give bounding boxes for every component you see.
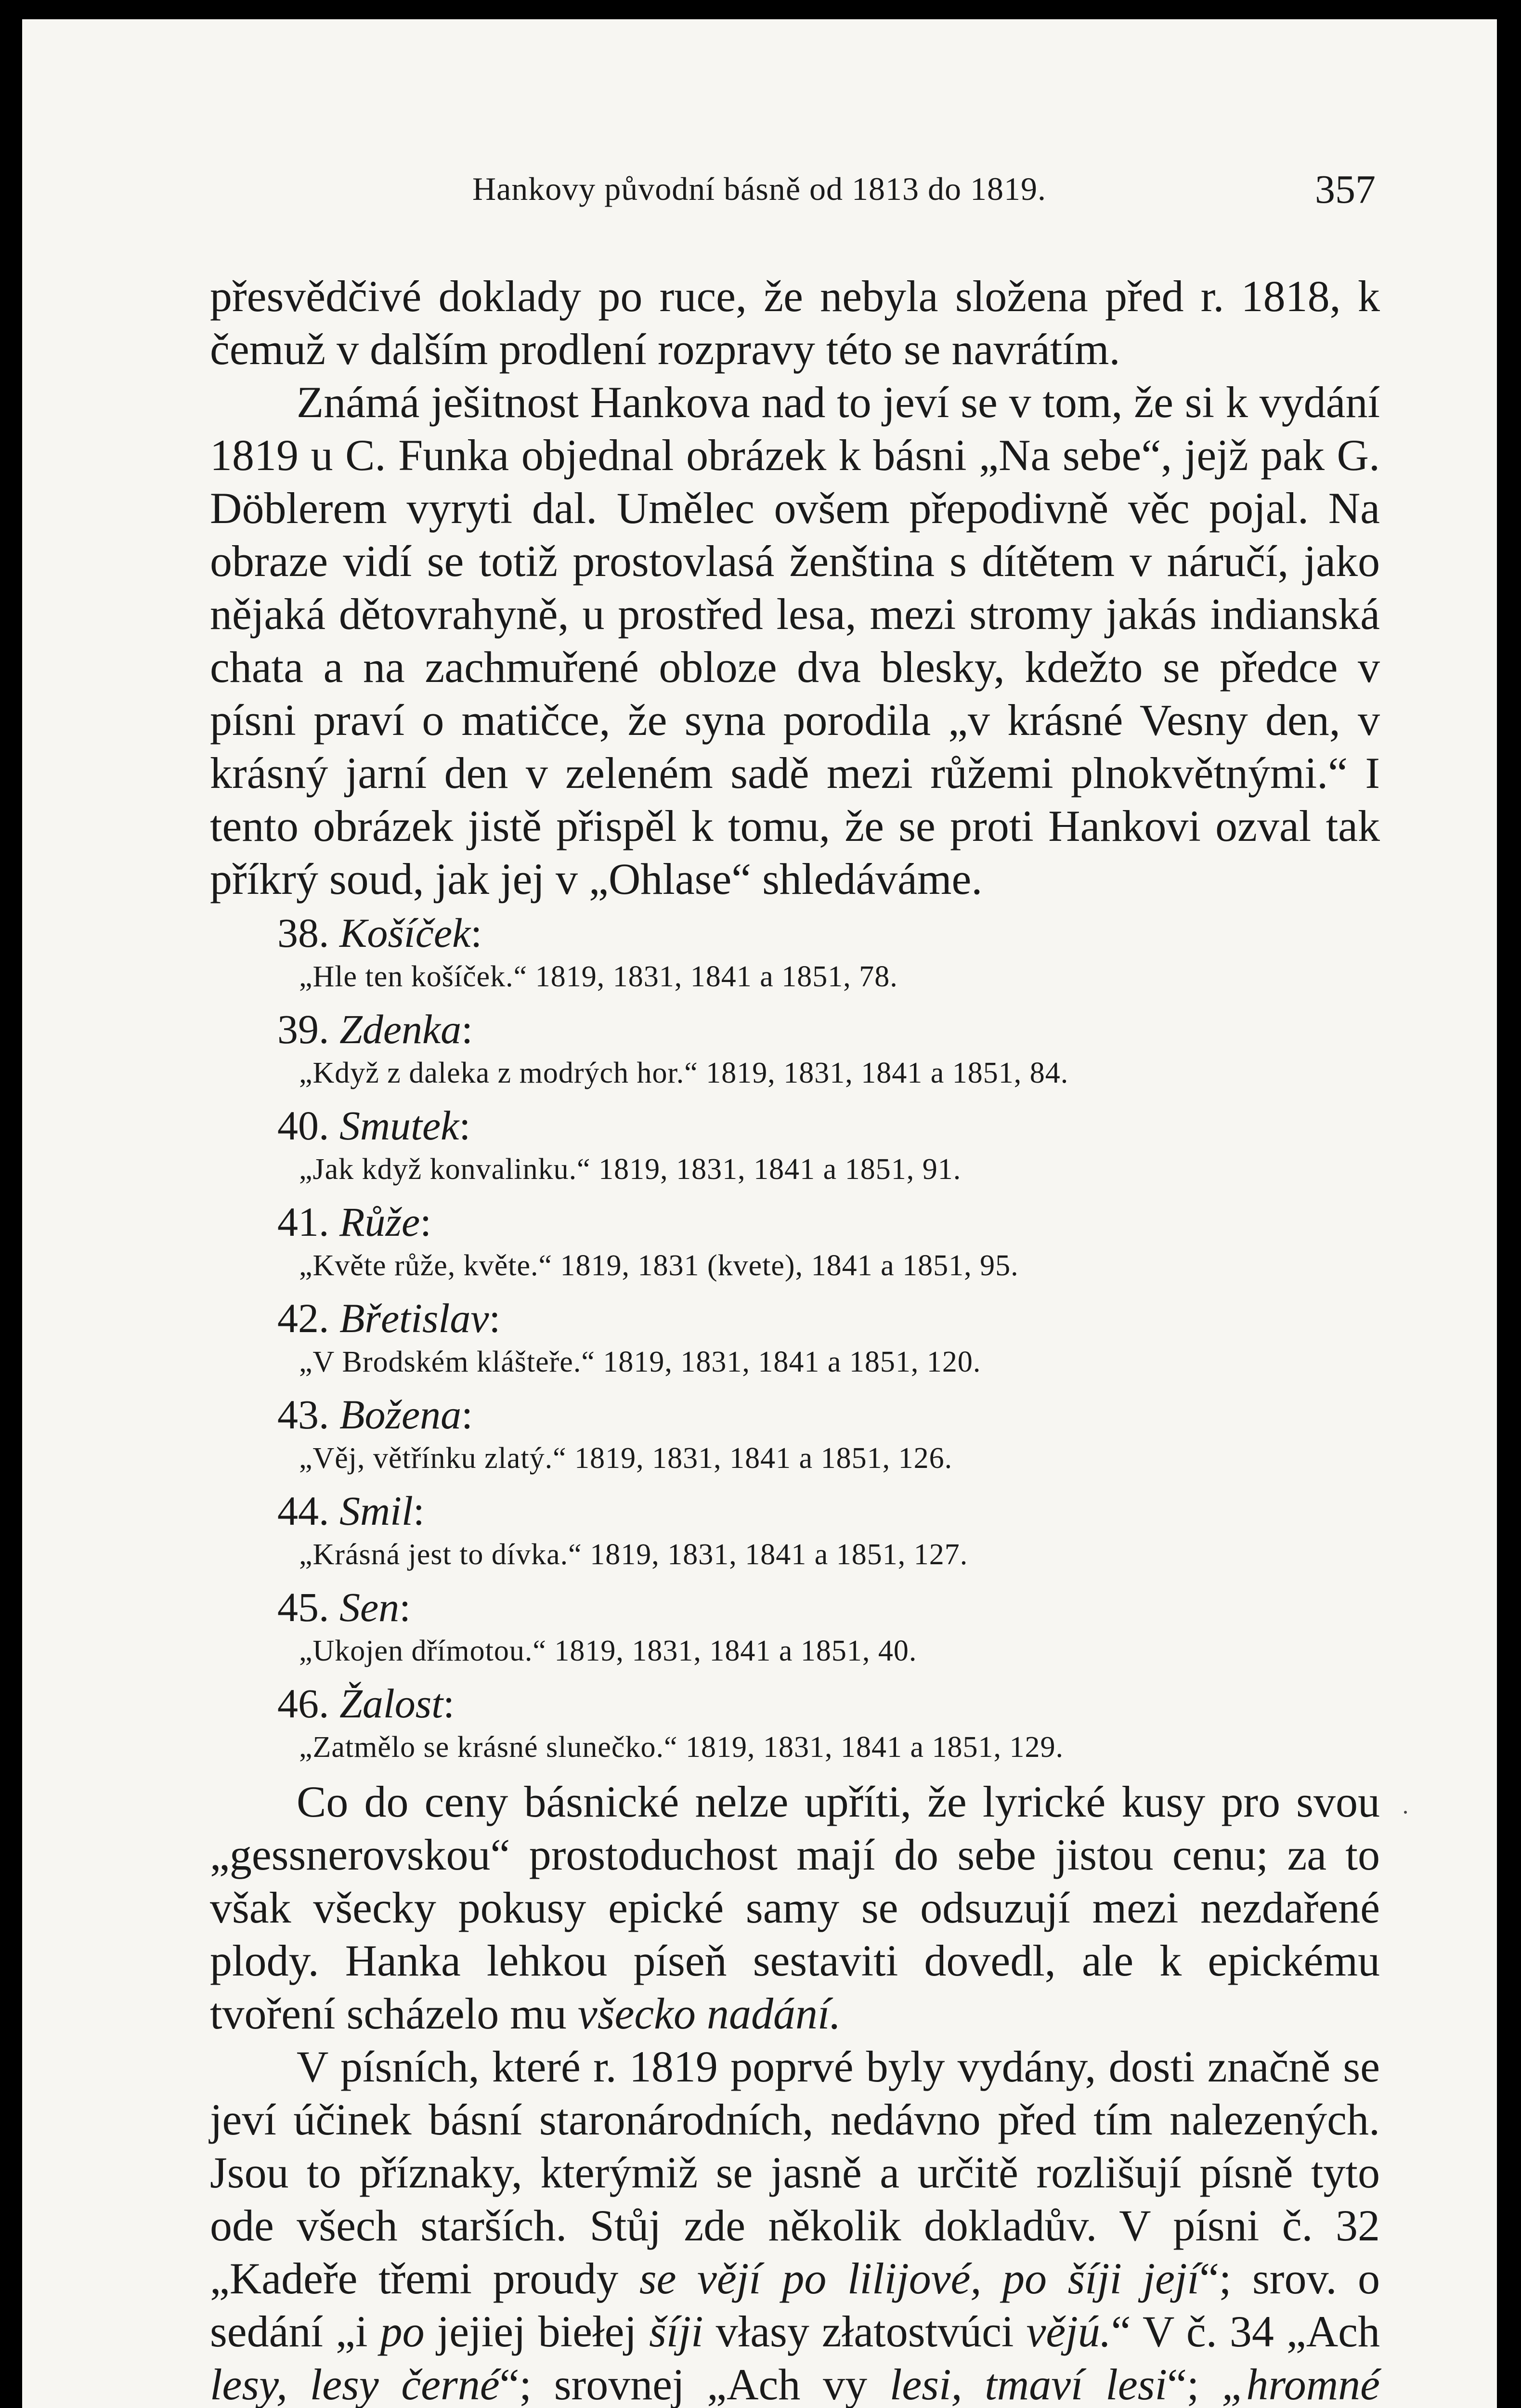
running-title: Hankovy původní básně od 1813 do 1819. — [472, 170, 1047, 207]
poem-title-colon: : — [443, 1680, 455, 1727]
poem-number: 41. — [277, 1199, 329, 1245]
p2-seg-b: se vějí po lilijové, po šíji její — [639, 2254, 1200, 2303]
p2-seg-f: šíji — [649, 2307, 703, 2356]
page-header — [22, 166, 1497, 224]
poem-title: Božena — [339, 1391, 462, 1438]
poem-entry-heading — [210, 1005, 1380, 1054]
poem-entry-heading — [210, 1390, 1380, 1439]
p2-seg-k: “; srovnej „Ach vy — [499, 2360, 868, 2408]
poem-entry — [210, 1197, 1380, 1285]
poem-title: Břetislav — [339, 1295, 489, 1341]
poem-entry-heading — [210, 1101, 1380, 1150]
poem-entry-heading — [210, 1679, 1380, 1728]
poem-title: Sen — [339, 1584, 400, 1630]
poem-incipit: „Věj, větřínku zlatý.“ 1819, 1831, 1841 a 1851, 126. — [299, 1442, 953, 1475]
p2-seg-i: “ V č. 34 „Ach — [1111, 2307, 1380, 2356]
poem-entry — [210, 908, 1380, 996]
p2-seg-e: jejiej biełej — [437, 2307, 637, 2356]
poem-entry-heading — [210, 1583, 1380, 1632]
poem-list — [210, 908, 1380, 1767]
poem-incipit: „V Brodském klášteře.“ 1819, 1831, 1841 a 1851, 120. — [299, 1346, 981, 1378]
poem-entry — [210, 1005, 1380, 1092]
poem-title: Žalost — [339, 1680, 443, 1727]
poem-title: Zdenka — [339, 1006, 462, 1052]
p2-seg-j: lesy, lesy černé — [210, 2360, 500, 2408]
p2-seg-c: “; srov. o sedání „i — [210, 2254, 1380, 2356]
poem-entry-heading — [210, 1294, 1380, 1343]
poem-title: Košíček — [339, 910, 471, 956]
poem-incipit: „Květe růže, květe.“ 1819, 1831 (kvete), 1841 a 1851, 95. — [299, 1249, 1019, 1282]
poem-incipit: „Jak když konvalinku.“ 1819, 1831, 1841 a 1851, 91. — [299, 1153, 962, 1186]
poem-number: 38. — [277, 910, 329, 956]
book-page — [22, 19, 1497, 2408]
poem-title-colon: : — [399, 1584, 411, 1630]
p2-seg-m: “; — [1167, 2360, 1199, 2408]
poem-title-colon: : — [470, 910, 482, 956]
poem-entry-heading — [210, 1486, 1380, 1535]
closing-p1-text: Co do ceny básnické nelze upříti, že lyrické kusy pro svou „gessnerovskou“ prostoduchost mají do sebe jistou cenu; za to však všecky pokusy epické samy se odsuzují mezi nezdařené plody. Hanka lehkou píseň sestaviti dovedl, ale k epickému tvoření scházelo mu — [210, 1777, 1380, 2038]
poem-number: 40. — [277, 1102, 329, 1149]
intro-paragraph — [210, 270, 1380, 905]
p2-seg-n: „hromné — [1222, 2360, 1380, 2408]
poem-title-colon: : — [413, 1488, 425, 1534]
intro-text-paragraph: Známá ješitnost Hankova nad to jeví se v tom, že si k vydání 1819 u C. Funka objednal obrázek k básni „Na sebe“, jejž pak G. Döblerem vyryti dal. Umělec ovšem přepodivně věc pojal. Na obraze vidí se totiž prostovlasá ženština s dítětem v náručí, jako nějaká dětovrahyně, u prostřed lesa, mezi stromy jakás indianská chata a na zachmuřené obloze dva blesky, kdežto se předce v písni praví o matičce, že syna porodila „v krásné Vesny den, v krásný jarní den v zeleném sadě mezi růžemi plnokvětnými.“ I tento obrázek jistě přispěl k tomu, že se proti Hankovi ozval tak příkrý soud, jak jej v „Ohlase“ shledáváme. — [210, 378, 1380, 903]
poem-number: 45. — [277, 1584, 329, 1630]
poem-entry — [210, 1583, 1380, 1670]
poem-incipit: „Zatmělo se krásné slunečko.“ 1819, 1831, 1841 a 1851, 129. — [299, 1731, 1064, 1764]
closing-p1-italic: všecko nadání. — [577, 1989, 841, 2038]
poem-number: 43. — [277, 1391, 329, 1438]
page-number: 357 — [1315, 167, 1376, 212]
poem-entry — [210, 1679, 1380, 1767]
poem-entry — [210, 1486, 1380, 1574]
p2-seg-g: vłasy złatostvúci — [715, 2307, 1014, 2356]
closing-paragraph-1 — [210, 1775, 1380, 2040]
poem-incipit: „Když z daleka z modrých hor.“ 1819, 1831, 1841 a 1851, 84. — [299, 1057, 1069, 1089]
p2-seg-d: po — [380, 2307, 425, 2356]
text-block — [210, 270, 1380, 2408]
poem-entry — [210, 1390, 1380, 1478]
p2-seg-a: V písních, které r. 1819 poprvé byly vydány, dosti značně se jeví účinek básní staronárodních, nedávno před tím nalezených. Jsou to příznaky, kterýmiž se jasně a určitě rozlišují písně tyto ode všech starších. Stůj zde několik dokladův. V písni č. 32 „Kadeře třemi proudy — [210, 2042, 1380, 2303]
poem-number: 42. — [277, 1295, 329, 1341]
poem-incipit: „Hle ten košíček.“ 1819, 1831, 1841 a 1851, 78. — [299, 960, 898, 993]
p2-seg-l: lesi, tmaví lesi — [889, 2360, 1168, 2408]
poem-title: Smil — [339, 1488, 413, 1534]
poem-title-colon: : — [420, 1199, 432, 1245]
poem-incipit: „Krásná jest to dívka.“ 1819, 1831, 1841 a 1851, 127. — [299, 1538, 968, 1571]
poem-entry — [210, 1294, 1380, 1381]
poem-entry — [210, 1101, 1380, 1189]
poem-entry-heading — [210, 1197, 1380, 1246]
closing-section — [210, 1775, 1380, 2408]
poem-number: 44. — [277, 1488, 329, 1534]
poem-title-colon: : — [459, 1102, 471, 1149]
poem-entry-heading — [210, 908, 1380, 957]
intro-text-continuation: přesvědčivé doklady po ruce, že nebyla složena před r. 1818, k čemuž v dalším prodlení rozpravy této se navrátím. — [210, 272, 1380, 374]
poem-title-colon: : — [461, 1391, 473, 1438]
poem-title-colon: : — [489, 1295, 501, 1341]
poem-number: 46. — [277, 1680, 329, 1727]
poem-title: Růže — [339, 1199, 420, 1245]
poem-incipit: „Ukojen dřímotou.“ 1819, 1831, 1841 a 1851, 40. — [299, 1635, 917, 1667]
p2-seg-h: vějú. — [1026, 2307, 1111, 2356]
print-speck — [1404, 1811, 1407, 1814]
poem-title: Smutek — [339, 1102, 459, 1149]
poem-title-colon: : — [461, 1006, 473, 1052]
closing-paragraph-2 — [210, 2040, 1380, 2408]
poem-number: 39. — [277, 1006, 329, 1052]
